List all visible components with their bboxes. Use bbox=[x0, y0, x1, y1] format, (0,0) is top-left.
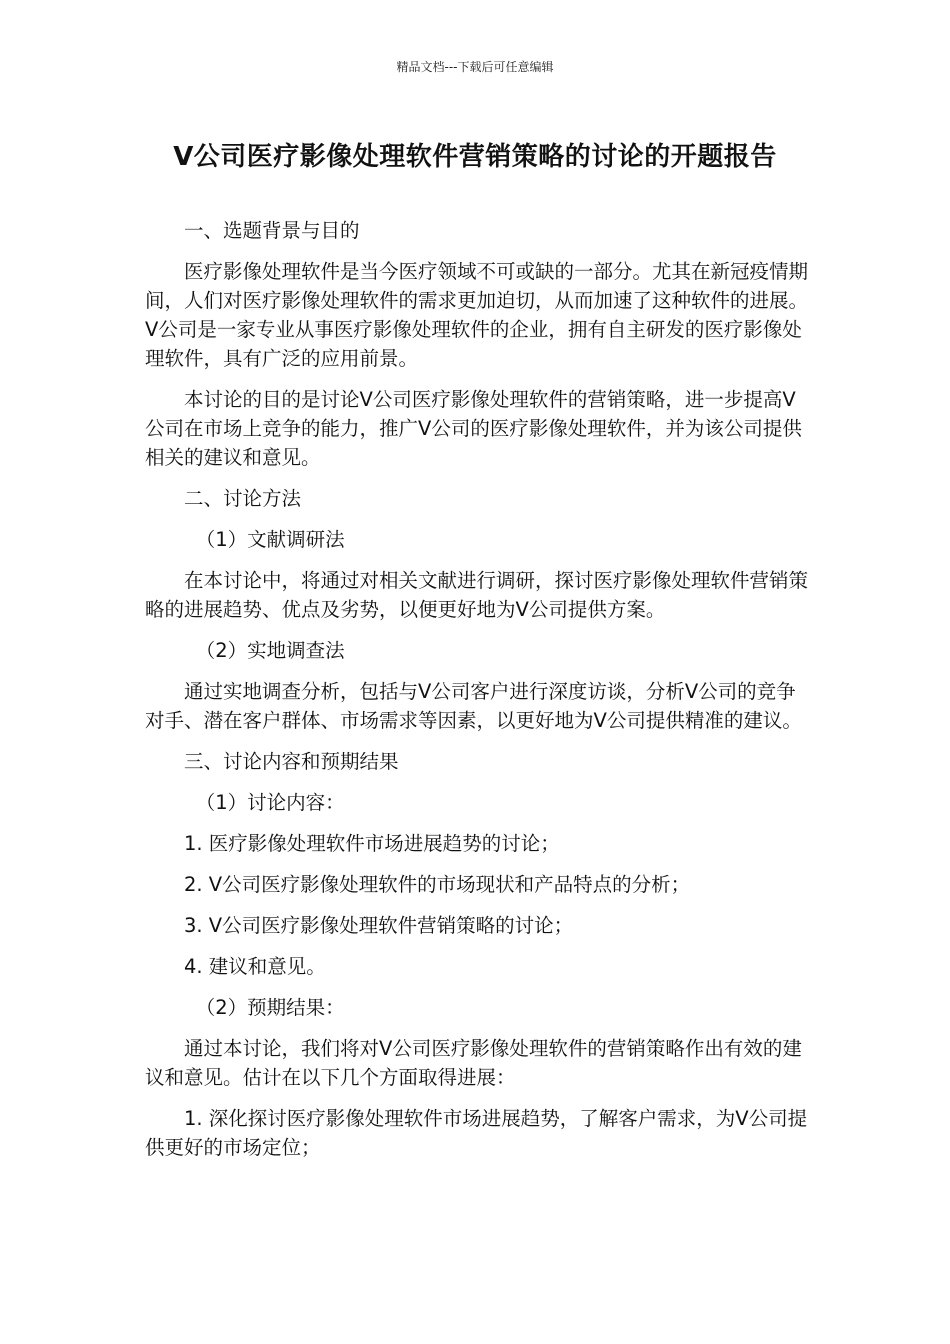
section-heading: 二、讨论方法 bbox=[184, 487, 302, 510]
paragraph: 在本讨论中，将通过对相关文献进行调研，探讨医疗影像处理软件营销策略的进展趋势、优点及劣势，以便更好地为V公司提供方案。 bbox=[145, 569, 809, 621]
list-item: 1. 医疗影像处理软件市场进展趋势的讨论； bbox=[184, 832, 560, 855]
section-heading: 一、选题背景与目的 bbox=[184, 219, 360, 242]
paragraph: 通过本讨论，我们将对V公司医疗影像处理软件的营销策略作出有效的建议和意见。估计在以下几个方面取得进展： bbox=[145, 1037, 802, 1089]
subsection-heading: （2）预期结果： bbox=[195, 996, 345, 1019]
subsection-heading: （1）讨论内容： bbox=[195, 791, 345, 814]
paragraph: 本讨论的目的是讨论V公司医疗影像处理软件的营销策略，进一步提高V公司在市场上竞争的能力，推广V公司的医疗影像处理软件，并为该公司提供相关的建议和意见。 bbox=[145, 388, 802, 469]
section-heading: 三、讨论内容和预期结果 bbox=[184, 750, 399, 773]
subsection-heading: （1）文献调研法 bbox=[195, 528, 345, 551]
paragraph: 通过实地调查分析，包括与V公司客户进行深度访谈，分析V公司的竞争对手、潜在客户群体、市场需求等因素，以更好地为V公司提供精准的建议。 bbox=[145, 680, 802, 732]
list-item: 4. 建议和意见。 bbox=[184, 955, 326, 978]
paragraph: 医疗影像处理软件是当今医疗领域不可或缺的一部分。尤其在新冠疫情期间，人们对医疗影像处理软件的需求更加迫切，从而加速了这种软件的进展。V公司是一家专业从事医疗影像处理软件的企业，拥有自主研发的医疗影像处理软件，具有广泛的应用前景。 bbox=[145, 260, 809, 370]
document-body bbox=[145, 216, 810, 1174]
list-item: 2. V公司医疗影像处理软件的市场现状和产品特点的分析； bbox=[184, 873, 691, 896]
subsection-heading: （2）实地调查法 bbox=[195, 639, 345, 662]
list-item: 1. 深化探讨医疗影像处理软件市场进展趋势，了解客户需求，为V公司提供更好的市场定位； bbox=[145, 1107, 808, 1159]
page-header: 精品文档---下载后可任意编辑 bbox=[396, 60, 554, 74]
document-title: V公司医疗影像处理软件营销策略的讨论的开题报告 bbox=[173, 142, 777, 172]
list-item: 3. V公司医疗影像处理软件营销策略的讨论； bbox=[184, 914, 574, 937]
